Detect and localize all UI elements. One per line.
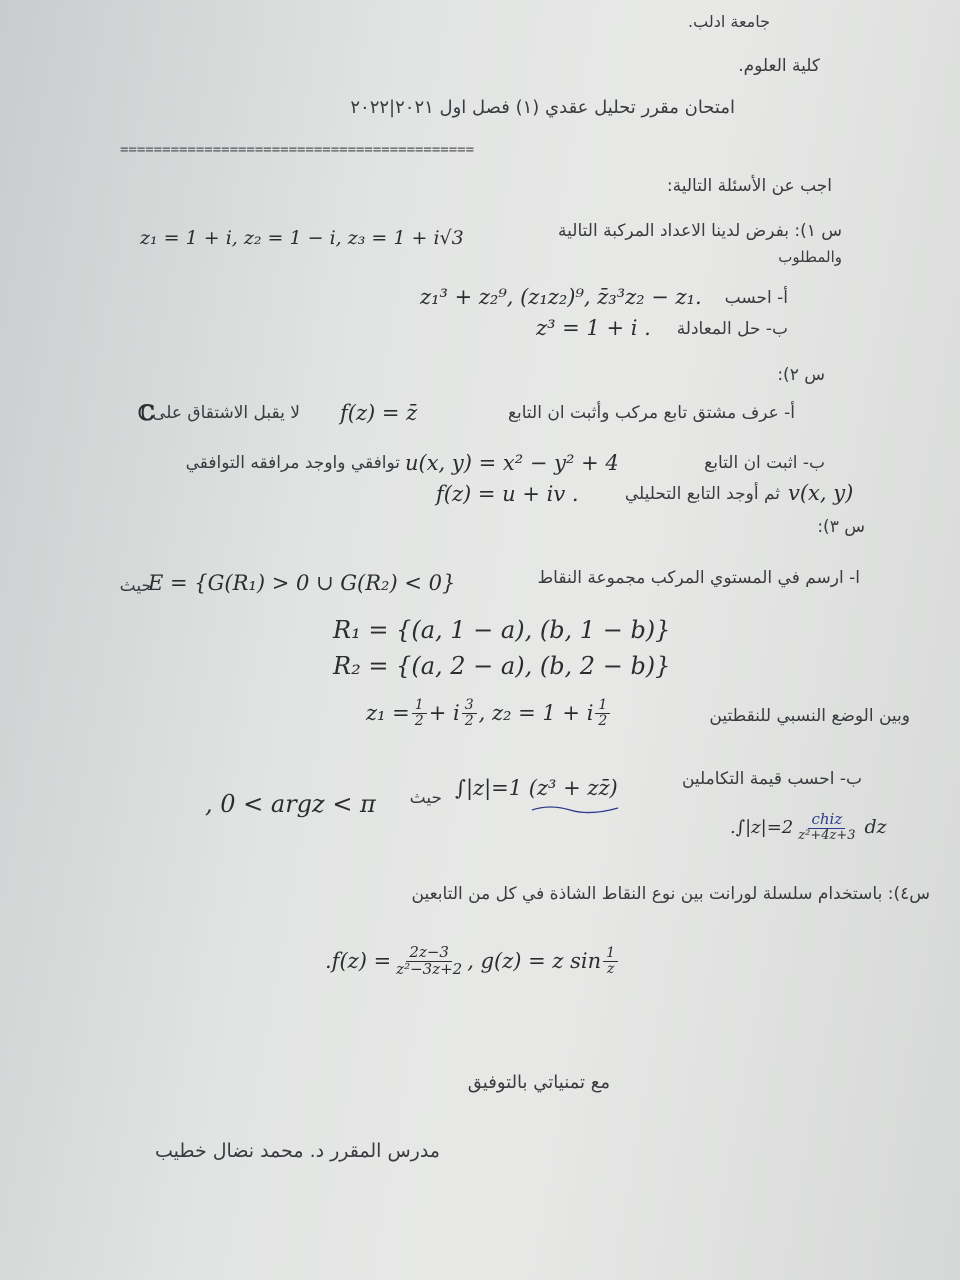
fraction-numerator: 1 xyxy=(412,698,427,714)
q2-a-text: أ- عرف مشتق تابع مركب وأثبت ان التابع xyxy=(507,403,795,423)
q3-label: س ٣): xyxy=(817,517,865,537)
handwritten-underline-mark xyxy=(530,802,620,816)
q2-b-analytic-function: f(z) = u + iv . xyxy=(436,482,579,506)
header-separator: ========================================== xyxy=(120,142,475,158)
q3-b-integral1: ∫|z|=1 (z³ + zz̄) xyxy=(455,776,618,800)
q3-r2: R₂ = {(a, 2 − a), (b, 2 − b)} xyxy=(333,652,671,680)
f-lhs: .f(z) = xyxy=(325,949,392,974)
q3-points xyxy=(366,698,612,728)
q2-label: س ٢): xyxy=(777,365,825,385)
integral2-prefix: .∫|z|=2 xyxy=(730,816,794,838)
q1-label: س ١): بفرض لدينا الاعداد المركبة التالية xyxy=(558,221,842,241)
q3-a-set-expression: E = {G(R₁) > 0 ∪ G(R₂) < 0} xyxy=(148,571,456,595)
fraction-numerator: 1 xyxy=(595,698,610,714)
q4-functions xyxy=(325,945,620,978)
q4-label: س٤): باستخدام سلسلة لورانت بين نوع النقاط الشاذة في كل من التابعين xyxy=(411,884,930,904)
closing-wish: مع تمنياتي بالتوفيق xyxy=(467,1072,610,1093)
q2-a-text2: لا يقبل الاشتقاق على xyxy=(152,403,300,423)
integral2-fraction xyxy=(795,812,858,842)
fraction-denominator: z²−3z+2 xyxy=(396,959,463,978)
fraction-denominator: 2 xyxy=(464,712,474,729)
teacher-signature: مدرس المقرر د. محمد نضال خطيب xyxy=(154,1140,440,1162)
q2-b-conjugate: v(x, y) xyxy=(788,481,854,505)
fraction-denominator: z xyxy=(606,960,615,977)
q1-required: والمطلوب xyxy=(778,248,842,266)
fraction-numerator: 2z−3 xyxy=(406,945,452,962)
z1-imag-unit: + i xyxy=(428,701,460,726)
q1-b-expression: z³ = 1 + i . xyxy=(536,316,651,340)
z1-lhs: z₁ = xyxy=(366,701,410,726)
q1-numbers: z₁ = 1 + i, z₂ = 1 − i, z₃ = 1 + i√3 xyxy=(140,227,464,249)
fraction-numerator: 3 xyxy=(462,698,477,714)
fraction-numerator: chiz xyxy=(808,812,845,829)
q2-a-expression: f(z) = z̄ xyxy=(340,401,418,425)
exam-title: امتحان مقرر تحليل عقدي (١) فصل اول ٢٠٢١|٢٠٢٢ xyxy=(350,97,735,118)
z1-imag-fraction xyxy=(462,698,477,728)
q3-b-text: ب- احسب قيمة التكاملين xyxy=(681,769,862,789)
g-fraction xyxy=(603,946,618,976)
q2-b-text3: ثم أوجد التابع التحليلي xyxy=(624,484,780,504)
q2-b-text: ب- اثبت ان التابع xyxy=(704,453,825,473)
q3-b-where: حيث xyxy=(409,788,442,808)
q3-position-text: وبين الوضع النسبي للنقطتين xyxy=(709,706,910,726)
z2-lhs: , z₂ = 1 + i xyxy=(478,701,594,726)
q3-a-where: حيث xyxy=(119,576,152,596)
q3-r1: R₁ = {(a, 1 − a), (b, 1 − b)} xyxy=(333,616,671,644)
g-expression: , g(z) = z sin xyxy=(467,949,602,974)
q2-b-expression: u(x, y) = x² − y² + 4 xyxy=(405,451,619,475)
university-name: جامعة ادلب. xyxy=(688,12,770,31)
z1-real-fraction xyxy=(412,698,427,728)
q1-a-expression: z₁³ + z₂⁹, (z₁z₂)⁹, z̄₃³z₂ − z₁. xyxy=(420,285,702,309)
q3-a-text: ا- ارسم في المستوي المركب مجموعة النقاط xyxy=(537,568,860,588)
q2-b-text2: توافقي واوجد مرافقه التوافقي xyxy=(185,453,400,473)
integral2-dz: dz xyxy=(864,816,887,839)
fraction-numerator: 1 xyxy=(603,946,618,962)
fraction-denominator: 2 xyxy=(414,712,424,729)
z2-imag-fraction xyxy=(595,698,610,728)
fraction-denominator: z²+4z+3 xyxy=(798,827,856,843)
q3-b-condition: , 0 < argz < π xyxy=(205,790,376,818)
faculty-name: كلية العلوم. xyxy=(738,56,820,76)
q1-b-label: ب- حل المعادلة xyxy=(676,319,788,339)
instructions: اجب عن الأسئلة التالية: xyxy=(666,176,832,196)
fraction-denominator: 2 xyxy=(598,712,608,729)
q1-a-label: أ- احسب xyxy=(724,288,788,308)
complex-set-symbol: ℂ xyxy=(138,400,155,425)
q3-b-integral2 xyxy=(730,812,887,842)
f-fraction xyxy=(393,945,465,978)
